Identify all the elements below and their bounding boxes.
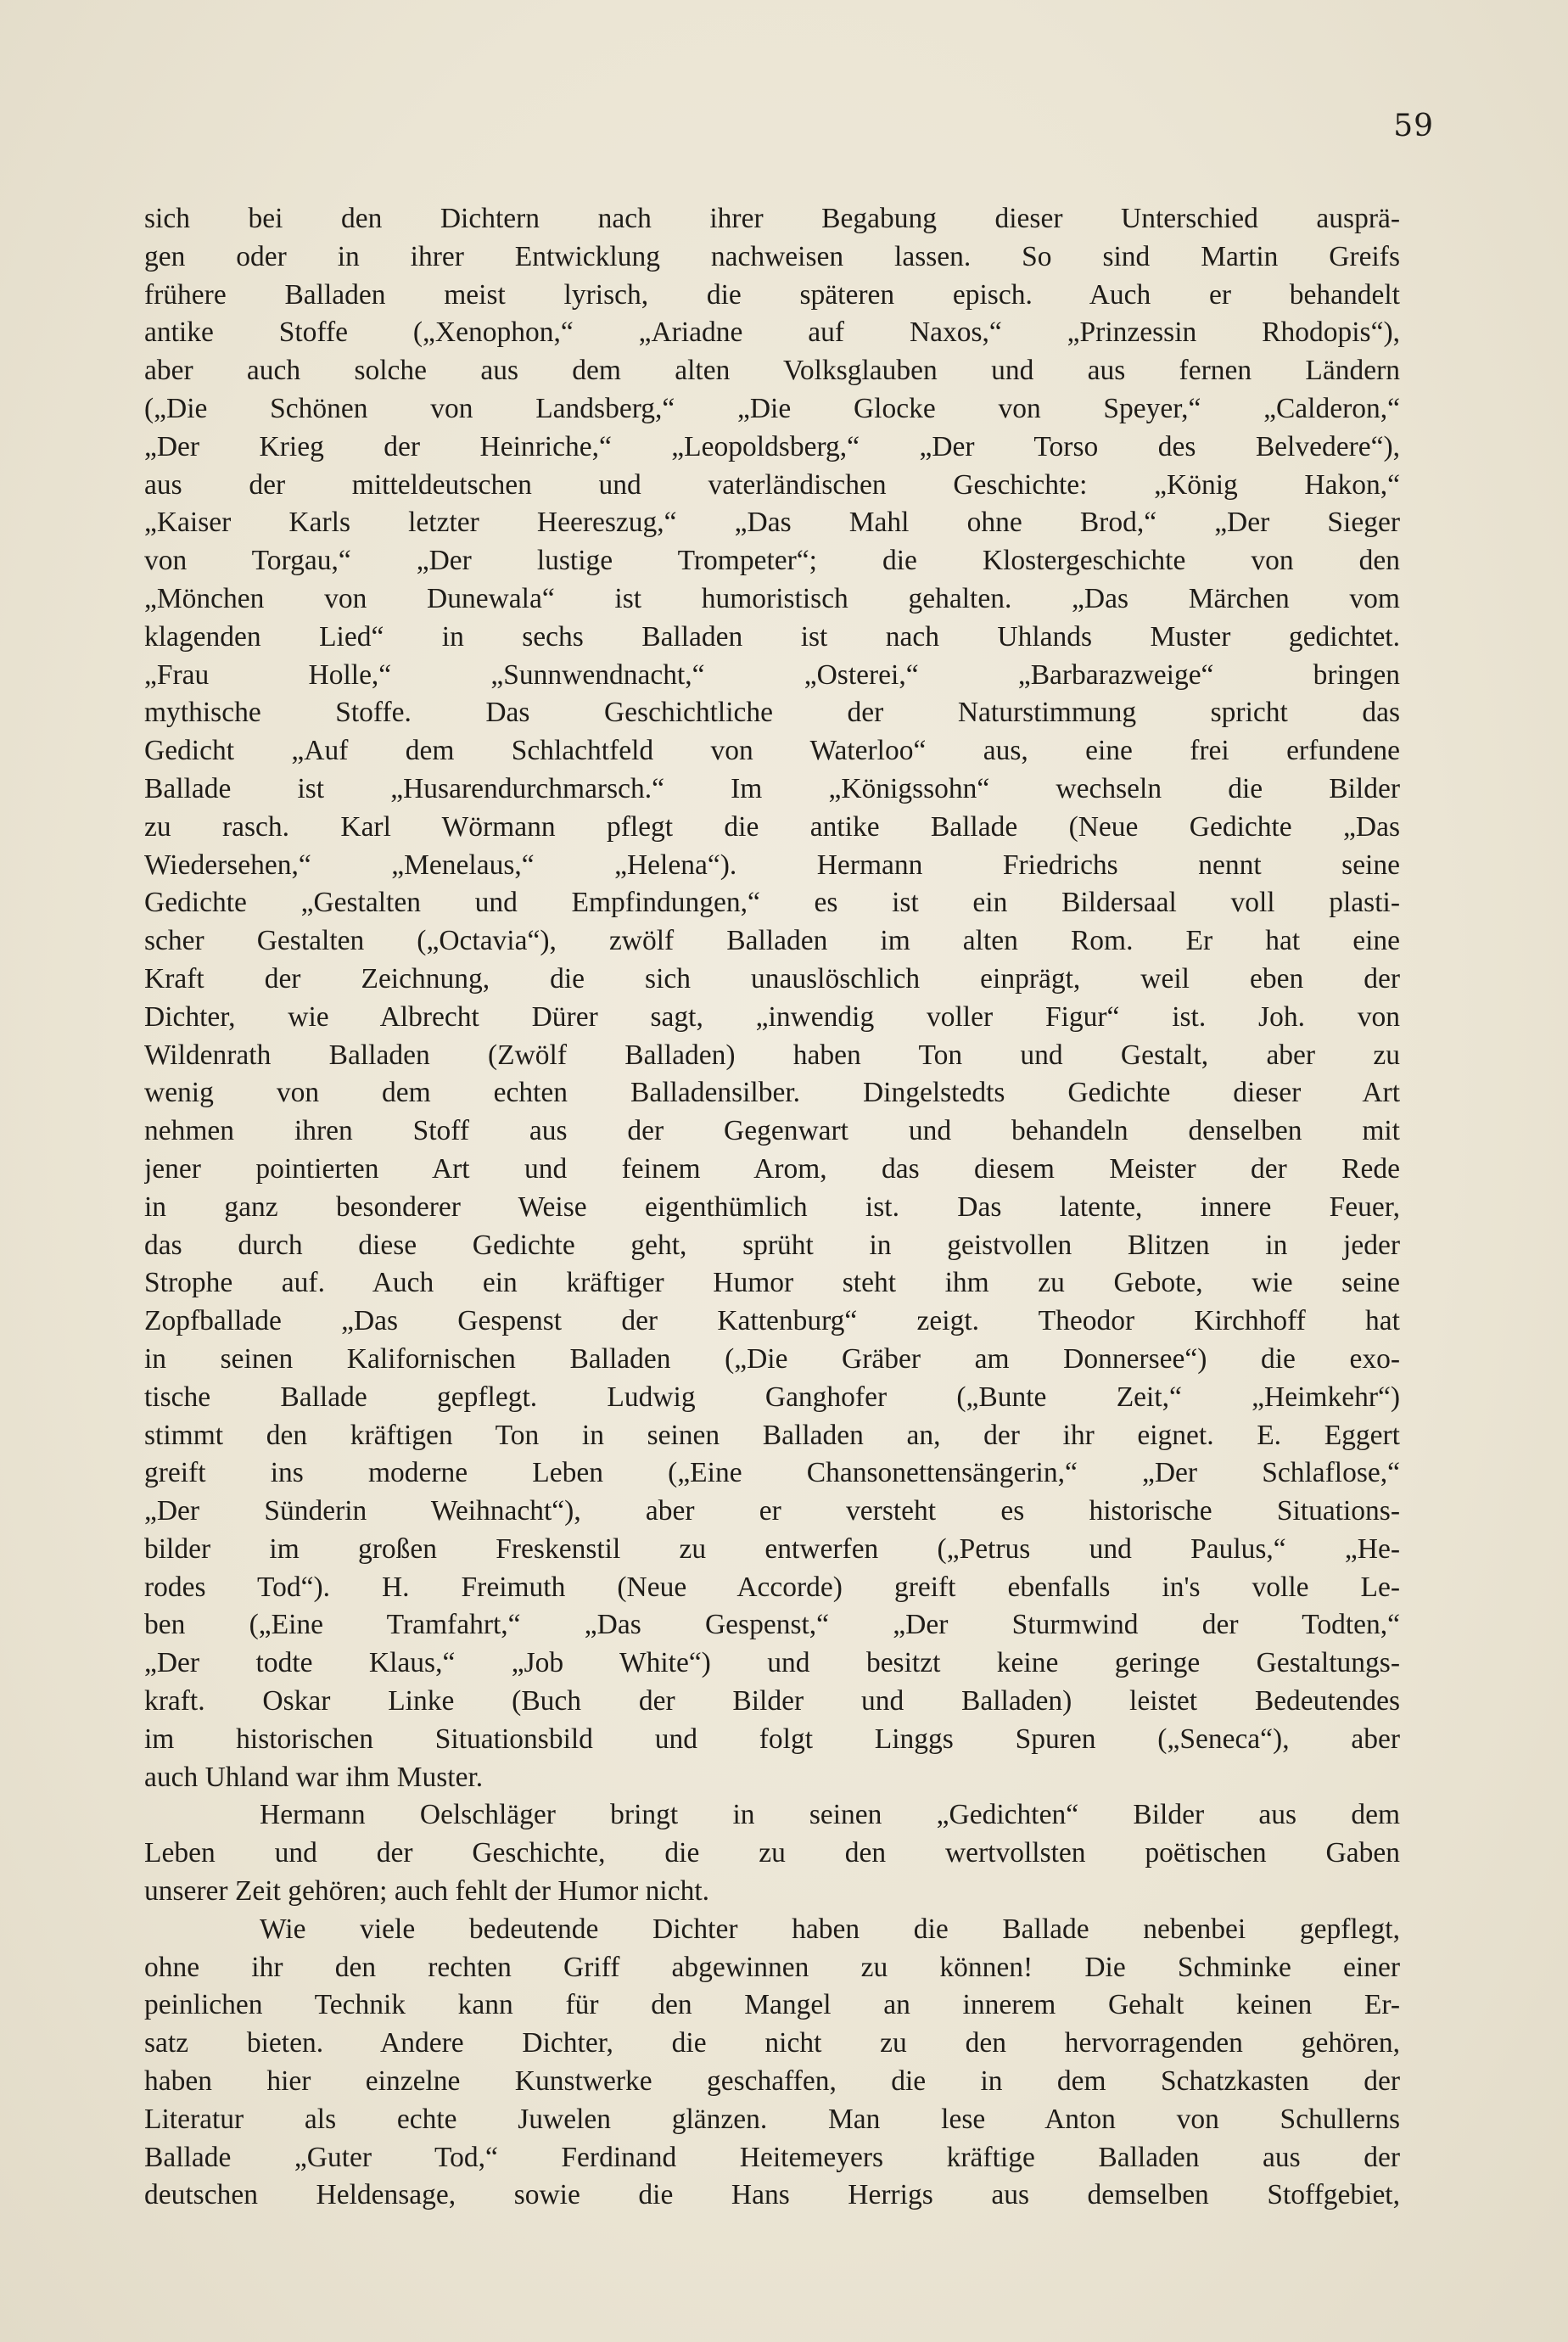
text-line: haben hier einzelne Kunstwerke geschaffen, die in dem Schatzkasten der [144,2065,1400,2098]
text-line: „Kaiser Karls letzter Heereszug,“ „Das Mahl ohne Brod,“ „Der Sieger [144,507,1400,539]
page-number: 59 [1393,109,1434,143]
text-line: Leben und der Geschichte, die zu den wertvollsten poëtischen Gaben [144,1837,1400,1869]
text-line: stimmt den kräftigen Ton in seinen Balladen an, der ihr eignet. E. Eggert [144,1419,1400,1451]
text-line: „Der Sünderin Weihnacht“), aber er versteht es historische Situations- [144,1495,1400,1527]
text-line: satz bieten. Andere Dichter, die nicht zu den hervorragenden gehören, [144,2027,1400,2059]
text-line: Wildenrath Balladen (Zwölf Balladen) haben Ton und Gestalt, aber zu [144,1039,1400,1071]
text-line: Hermann Oelschläger bringt in seinen „Gedichten“ Bilder aus dem [260,1799,1400,1831]
text-line: peinlichen Technik kann für den Mangel an innerem Gehalt keinen Er- [144,1989,1400,2021]
text-line: „Mönchen von Dunewala“ ist humoristisch gehalten. „Das Märchen vom [144,582,1400,614]
text-line: scher Gestalten („Octavia“), zwölf Balladen im alten Rom. Er hat eine [144,925,1400,957]
text-line: „Der Krieg der Heinriche,“ „Leopoldsberg,“ „Der Torso des Belvedere“), [144,430,1400,462]
text-line: mythische Stoffe. Das Geschichtliche der Naturstimmung spricht das [144,697,1400,729]
text-line: im historischen Situationsbild und folgt Linggs Spuren („Seneca“), aber [144,1723,1400,1755]
text-line: rodes Tod“). H. Freimuth (Neue Accorde) greift ebenfalls in's volle Le- [144,1571,1400,1603]
text-line: nehmen ihren Stoff aus der Gegenwart und behandeln denselben mit [144,1115,1400,1147]
text-line: zu rasch. Karl Wörmann pflegt die antike Ballade (Neue Gedichte „Das [144,810,1400,843]
text-line: aber auch solche aus dem alten Volksglauben und aus fernen Ländern [144,355,1400,387]
text-line: greift ins moderne Leben („Eine Chansonettensängerin,“ „Der Schlaflose,“ [144,1457,1400,1489]
text-line: gen oder in ihrer Entwicklung nachweisen lassen. So sind Martin Greifs [144,240,1400,272]
text-line: ohne ihr den rechten Griff abgewinnen zu können! Die Schminke einer [144,1951,1400,1983]
text-line: kraft. Oskar Linke (Buch der Bilder und Balladen) leistet Bedeutendes [144,1685,1400,1717]
text-line: „Der todte Klaus,“ „Job White“) und besitzt keine geringe Gestaltungs- [144,1647,1400,1679]
body-text [144,200,1400,2215]
text-line: Kraft der Zeichnung, die sich unauslöschlich einprägt, weil eben der [144,962,1400,995]
text-line: auch Uhland war ihm Muster. [144,1761,484,1793]
text-line: wenig von dem echten Balladensilber. Dingelstedts Gedichte dieser Art [144,1077,1400,1109]
text-line: Dichter, wie Albrecht Dürer sagt, „inwendig voller Figur“ ist. Joh. von [144,1000,1400,1033]
text-line: frühere Balladen meist lyrisch, die späteren episch. Auch er behandelt [144,278,1400,311]
text-line: Wie viele bedeutende Dichter haben die Ballade nebenbei gepflegt, [260,1913,1400,1945]
text-line: bilder im großen Freskenstil zu entwerfen („Petrus und Paulus,“ „He- [144,1532,1400,1565]
text-line: Ballade ist „Husarendurchmarsch.“ Im „Königssohn“ wechseln die Bilder [144,772,1400,804]
text-line: Gedicht „Auf dem Schlachtfeld von Waterloo“ aus, eine frei erfundene [144,735,1400,767]
text-line: Strophe auf. Auch ein kräftiger Humor steht ihm zu Gebote, wie seine [144,1267,1400,1299]
text-line: von Torgau,“ „Der lustige Trompeter“; die Klostergeschichte von den [144,545,1400,577]
text-line: Wiedersehen,“ „Menelaus,“ „Helena“). Hermann Friedrichs nennt seine [144,849,1400,881]
text-line: aus der mitteldeutschen und vaterländischen Geschichte: „König Hakon,“ [144,468,1400,501]
text-line: deutschen Heldensage, sowie die Hans Herrigs aus demselben Stoffgebiet, [144,2179,1400,2211]
text-line: „Frau Holle,“ „Sunnwendnacht,“ „Osterei,“ „Barbarazweige“ bringen [144,658,1400,691]
text-line: jener pointierten Art und feinem Arom, das diesem Meister der Rede [144,1152,1400,1185]
text-line: unserer Zeit gehören; auch fehlt der Humor nicht. [144,1875,710,1908]
text-line: Literatur als echte Juwelen glänzen. Man lese Anton von Schullerns [144,2103,1400,2135]
text-line: ben („Eine Tramfahrt,“ „Das Gespenst,“ „Der Sturmwind der Todten,“ [144,1609,1400,1641]
text-line: das durch diese Gedichte geht, sprüht in geistvollen Blitzen in jeder [144,1229,1400,1261]
text-line: sich bei den Dichtern nach ihrer Begabung dieser Unterschied ausprä- [144,203,1400,234]
text-line: antike Stoffe („Xenophon,“ „Ariadne auf Naxos,“ „Prinzessin Rhodopis“), [144,317,1400,349]
text-line: klagenden Lied“ in sechs Balladen ist nach Uhlands Muster gedichtet. [144,620,1400,653]
text-line: tische Ballade gepflegt. Ludwig Ganghofer („Bunte Zeit,“ „Heimkehr“) [144,1381,1400,1413]
text-line: Zopfballade „Das Gespenst der Kattenburg“ zeigt. Theodor Kirchhoff hat [144,1305,1400,1337]
text-line: in seinen Kalifornischen Balladen („Die Gräber am Donnersee“) die exo- [144,1342,1400,1375]
text-line: Gedichte „Gestalten und Empfindungen,“ es ist ein Bildersaal voll plasti- [144,887,1400,919]
text-line: Ballade „Guter Tod,“ Ferdinand Heitemeyers kräftige Balladen aus der [144,2141,1400,2173]
text-line: („Die Schönen von Landsberg,“ „Die Glocke von Speyer,“ „Calderon,“ [144,392,1400,424]
text-line: in ganz besonderer Weise eigenthümlich ist. Das latente, innere Feuer, [144,1191,1400,1223]
